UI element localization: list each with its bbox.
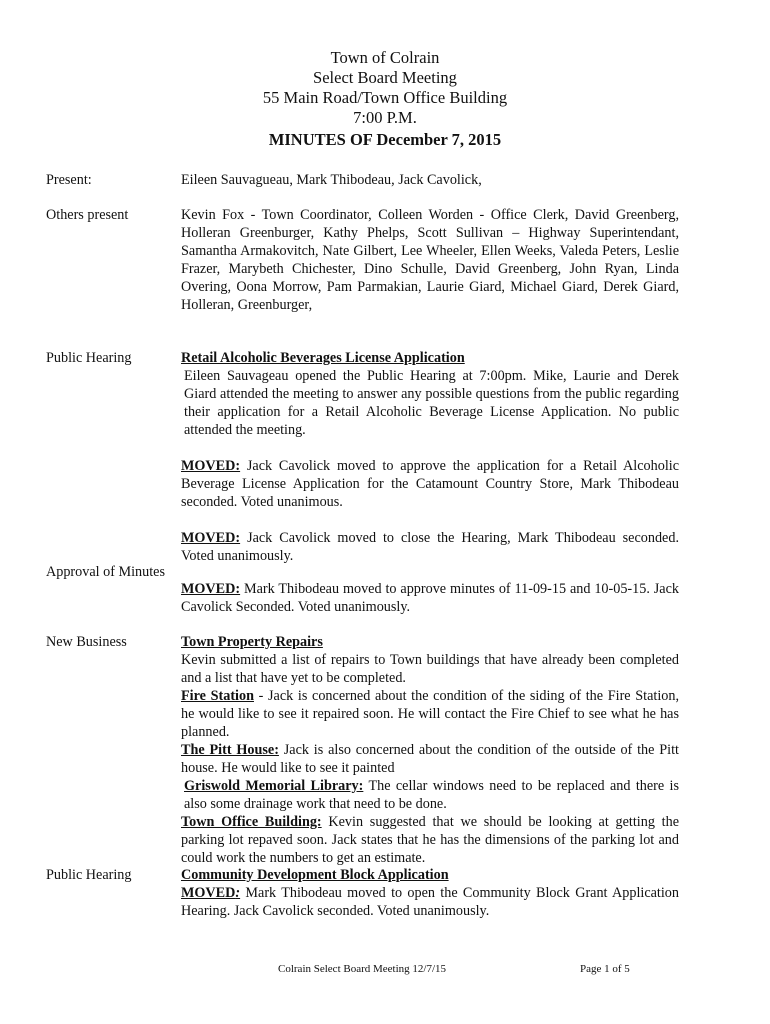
moved-text: Jack Cavolick moved to close the Hearing, Mark Thibodeau seconded. Voted unanimously. bbox=[181, 530, 679, 564]
footer-meeting-ref: Colrain Select Board Meeting 12/7/15 bbox=[278, 963, 447, 975]
town-property-repairs-heading: Town Property Repairs bbox=[181, 634, 323, 650]
present-label: Present: bbox=[46, 172, 92, 188]
meeting-time: 7:00 P.M. bbox=[353, 108, 417, 127]
library-label: Griswold Memorial Library: bbox=[184, 778, 364, 794]
library-item bbox=[181, 777, 679, 813]
pitt-house-text: Jack is also concerned about the condition of the outside of the Pitt house. He would like to see it painted bbox=[181, 742, 679, 776]
new-business-label: New Business bbox=[46, 634, 127, 650]
footer-page-number: Page 1 of 5 bbox=[580, 963, 630, 975]
fire-station-label: Fire Station bbox=[181, 688, 254, 704]
moved-label: MOVED: bbox=[181, 581, 241, 597]
town-office-item bbox=[181, 813, 679, 867]
public-hearing-2-label: Public Hearing bbox=[46, 867, 132, 883]
pitt-house-item bbox=[181, 741, 679, 777]
moved-close-hearing bbox=[181, 529, 679, 565]
public-hearing-section bbox=[181, 349, 679, 565]
others-present-label: Others present bbox=[46, 207, 129, 223]
present-names: Eileen Sauvagueau, Mark Thibodeau, Jack Cavolick, bbox=[181, 172, 482, 188]
public-hearing-text: Eileen Sauvageau opened the Public Hearing at 7:00pm. Mike, Laurie and Derek Giard attended the meeting to answer any possible questions from the public regarding their application for a Retail Alcoholic Beverage License Application. No public attended the meeting. bbox=[184, 368, 679, 438]
new-business-section bbox=[181, 633, 679, 867]
moved-approve-license bbox=[181, 457, 679, 511]
moved-label: MOVED bbox=[181, 885, 236, 901]
repairs-intro: Kevin submitted a list of repairs to Town buildings that have already been completed and a list that have yet to be completed. bbox=[181, 652, 679, 686]
library-text: The cellar windows need to be replaced and there is also some drainage work that need to be done. bbox=[184, 778, 679, 812]
public-hearing-2-section bbox=[181, 866, 679, 920]
moved-text: Jack Cavolick moved to approve the application for a Retail Alcoholic Beverage License Application for the Catamount Country Store, Mark Thibodeau seconded. Voted unanimous. bbox=[181, 458, 679, 510]
public-hearing-heading: Retail Alcoholic Beverages License Application bbox=[181, 350, 465, 366]
others-present-text bbox=[181, 206, 679, 314]
town-office-label: Town Office Building: bbox=[181, 814, 322, 830]
moved-colon: : bbox=[235, 885, 241, 901]
town-name: Town of Colrain bbox=[330, 48, 440, 67]
fire-station-item bbox=[181, 687, 679, 741]
cdbg-heading: Community Development Block Application bbox=[181, 867, 449, 883]
public-hearing-label: Public Hearing bbox=[46, 350, 132, 366]
others-present-names: Kevin Fox - Town Coordinator, Colleen Worden - Office Clerk, David Greenberg, Holleran Greenburger, Kathy Phelps, Scott Sullivan – Highway Superintendant, Samantha Armakovitch, Nate Gilbert, Lee Wheeler, Ellen Weeks, Valeda Peters, Leslie Frazer, Marybeth Chichester, Dino Schulle, David Greenberg, John Ryan, Linda Overing, Oona Morrow, Pam Parmakian, Laurie Giard, Michael Giard, Derek Giard, Holleran, Greenburger, bbox=[181, 207, 679, 313]
document-header bbox=[0, 48, 770, 150]
moved-label: MOVED: bbox=[181, 458, 241, 474]
town-office-text: Kevin suggested that we should be looking at getting the parking lot repaved soon. Jack states that he has the dimensions of the parking lot and could work the numbers to get an estimate. bbox=[181, 814, 679, 866]
minutes-title: MINUTES OF December 7, 2015 bbox=[268, 130, 502, 149]
meeting-type: Select Board Meeting bbox=[313, 68, 457, 87]
moved-text: Mark Thibodeau moved to approve minutes of 11-09-15 and 10-05-15. Jack Cavolick Seconded. Voted unanimously. bbox=[181, 581, 679, 615]
pitt-house-label: The Pitt House: bbox=[181, 742, 279, 758]
approval-of-minutes-label: Approval of Minutes bbox=[46, 564, 166, 580]
moved-open-cdbg-hearing bbox=[181, 884, 679, 920]
moved-text: Mark Thibodeau moved to open the Community Block Grant Application Hearing. Jack Cavolick seconded. Voted unanimously. bbox=[181, 885, 679, 919]
approval-of-minutes-section bbox=[181, 580, 679, 616]
present-text bbox=[181, 171, 679, 189]
moved-approve-minutes bbox=[181, 580, 679, 616]
moved-label: MOVED: bbox=[181, 530, 241, 546]
meeting-location: 55 Main Road/Town Office Building bbox=[262, 88, 508, 107]
fire-station-text: - Jack is concerned about the condition of the siding of the Fire Station, he would like to see it repaired soon. He will contact the Fire Chief to see what he has planned. bbox=[181, 688, 680, 740]
